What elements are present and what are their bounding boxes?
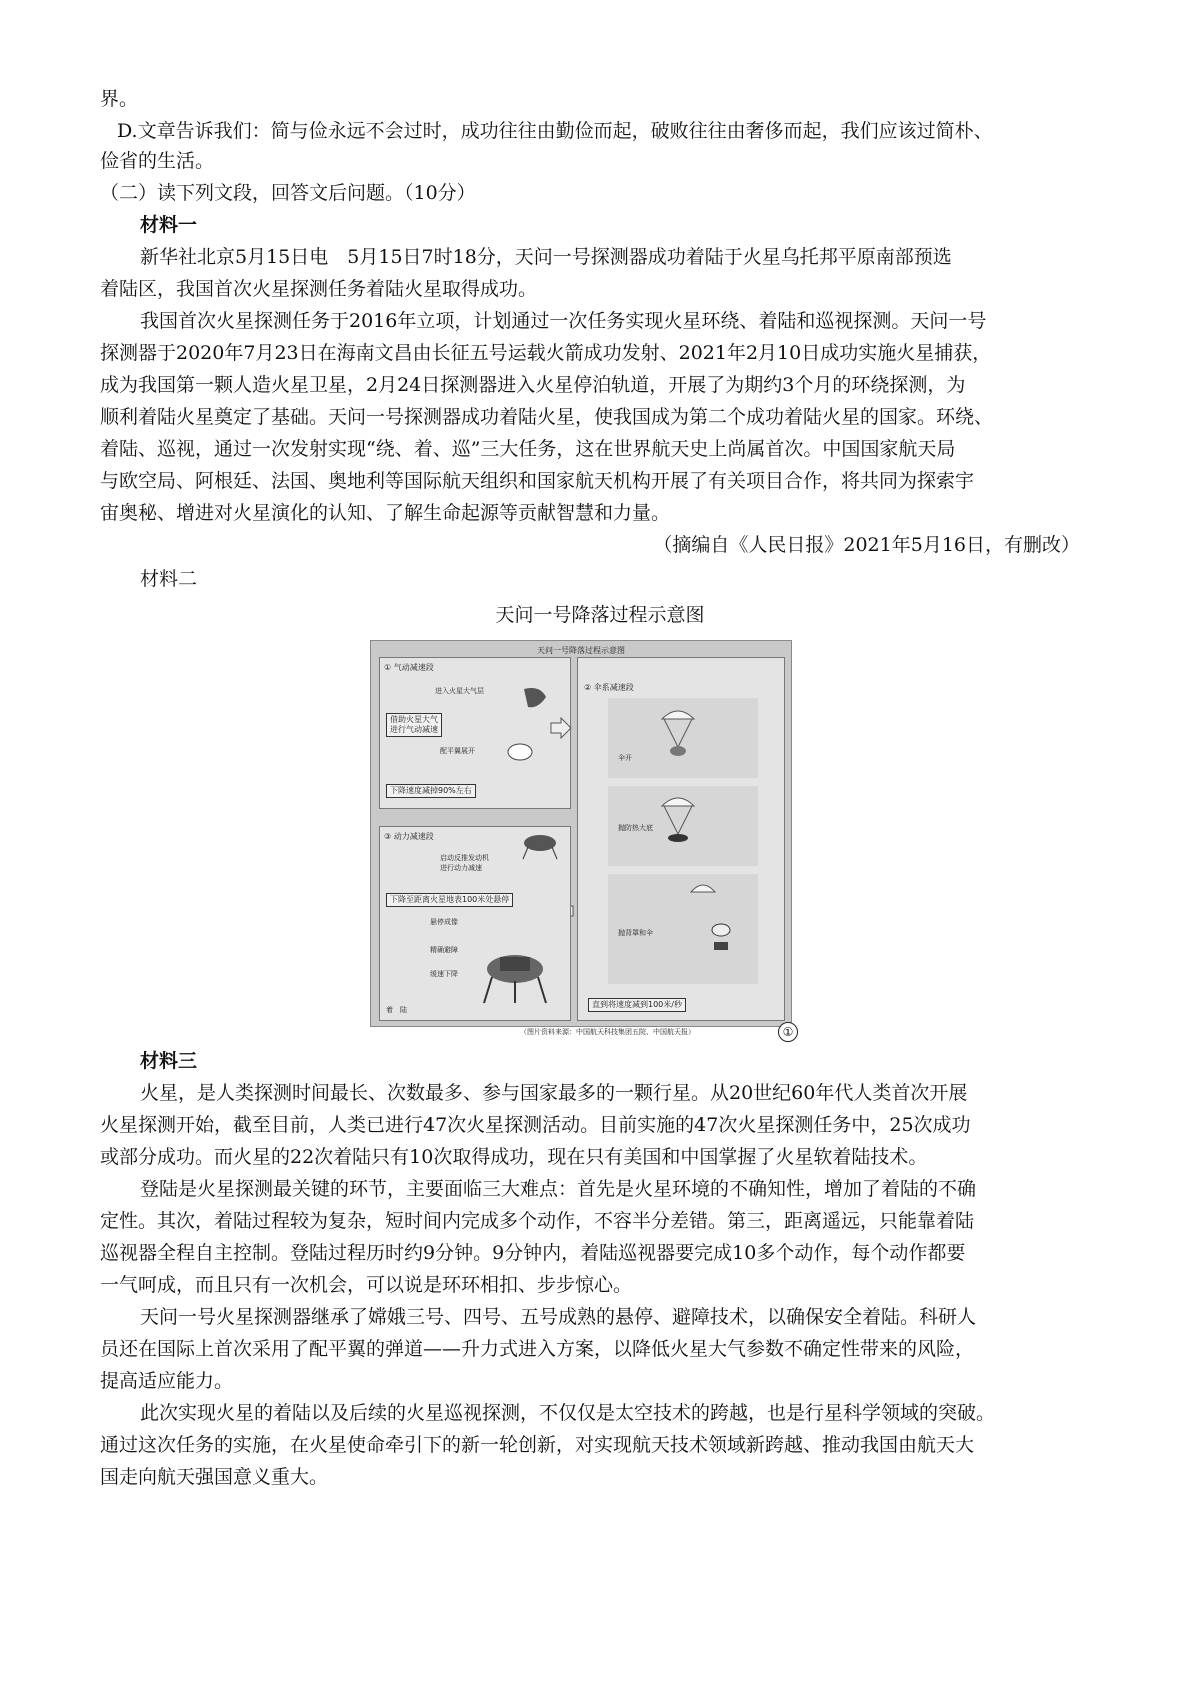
paragraph-line: 或部分成功。而火星的22次着陆只有10次取得成功，现在只有美国和中国掌握了火星软着陆技术。: [100, 1146, 928, 1168]
capsule-icon: [505, 740, 535, 764]
paragraph-line: 定性。其次，着陆过程较为复杂，短时间内完成多个动作，不容半分差错。第三，距离遥远，只能靠着陆: [100, 1210, 975, 1232]
diagram-scan: [370, 640, 792, 1027]
stage-three-label: ③ 动力减速段: [384, 832, 434, 841]
parachute-icon: [658, 790, 698, 850]
lander-icon: [706, 920, 736, 960]
arrow-right-icon: [549, 716, 573, 740]
section-heading: （二）读下列文段，回答文后问题。（10分）: [100, 182, 476, 204]
paragraph-line: 与欧空局、阿根廷、法国、奥地利等国际航天组织和国家航天机构开展了有关项目合作，将共同为探索宇: [100, 470, 975, 492]
paragraph-line: 火星，是人类探测时间最长、次数最多、参与国家最多的一颗行星。从20世纪60年代人类首次开展: [140, 1082, 968, 1104]
paragraph-line: 提高适应能力。: [100, 1370, 234, 1392]
label: 着 陆: [386, 1006, 407, 1014]
label: 配平翼展开: [440, 747, 475, 755]
capsule-icon: [520, 683, 550, 713]
material-three-heading: 材料三: [140, 1050, 198, 1072]
paragraph-line: 顺利着陆火星奠定了基础。天问一号探测器成功着陆火星，使我国成为第二个成功着陆火星的国家。环绕、: [100, 406, 994, 428]
diagram-inner-title: 天问一号降落过程示意图: [537, 646, 625, 655]
label: 进入火星大气层: [435, 687, 484, 695]
descent-diagram: [370, 640, 798, 1040]
material-two-heading: 材料二: [140, 568, 198, 590]
paragraph-line: 宙奥秘、增进对火星演化的认知、了解生命起源等贡献智慧和力量。: [100, 502, 671, 524]
paragraph-line: 登陆是火星探测最关键的环节，主要面临三大难点：首先是火星环境的不确知性，增加了着陆的不确: [140, 1178, 977, 1200]
paragraph-line: 天问一号火星探测器继承了嫦娥三号、四号、五号成熟的悬停、避障技术，以确保安全着陆。科研人: [140, 1306, 977, 1328]
paragraph-line: 员还在国际上首次采用了配平翼的弹道——升力式进入方案，以降低火星大气参数不确定性带来的风险，: [100, 1338, 975, 1360]
info-box: 借助火星大气 进行气动减速: [386, 713, 442, 737]
stage-three-panel: [379, 826, 571, 1021]
parachute-icon: [658, 703, 698, 763]
stage-one-label: ① 气动减速段: [384, 663, 434, 672]
paragraph-line: 巡视器全程自主控制。登陆过程历时约9分钟。9分钟内，着陆巡视器要完成10多个动作，每个动作都要: [100, 1242, 966, 1264]
stage-two-panel: [577, 657, 785, 1021]
image-source: （图片资料来源：中国航天科技集团五院、中国航天报）: [520, 1028, 695, 1036]
option-d: D.文章告诉我们：简与俭永远不会过时，成功往往由勤俭而起，破败往往由奢侈而起，我们应该过简朴、: [117, 120, 993, 142]
lander-icon: [520, 831, 560, 861]
info-box: 下降速度减掉90%左右: [386, 784, 476, 798]
paragraph-line: 探测器于2020年7月23日在海南文昌由长征五号运载火箭成功发射、2021年2月10日成功实施火星捕获，: [100, 342, 992, 364]
paragraph-line: 成为我国第一颗人造火星卫星，2月24日探测器进入火星停泊轨道，开展了为期约3个月的环绕探测，为: [100, 374, 966, 396]
label: 缓速下降: [430, 970, 458, 978]
paragraph-line: 此次实现火星的着陆以及后续的火星巡视探测，不仅仅是太空技术的跨越，也是行星科学领域的突破。: [140, 1402, 996, 1424]
figure-title: 天问一号降落过程示意图: [495, 604, 705, 626]
paragraph-line: 我国首次火星探测任务于2016年立项，计划通过一次任务实现火星环绕、着陆和巡视探测。天问一号: [140, 310, 987, 332]
info-box: 下降至距离火星地表100米处悬停: [386, 893, 513, 907]
info-box: 直到将速度减到100米/秒: [588, 998, 686, 1012]
source-citation: （摘编自《人民日报》2021年5月16日，有删改）: [653, 534, 1080, 556]
lander-icon: [480, 947, 550, 1007]
label: 精确避障: [430, 946, 458, 954]
text-line: 俭省的生活。: [100, 150, 215, 172]
material-one-heading: 材料一: [140, 214, 198, 236]
paragraph-line: 新华社北京5月15日电 5月15日7时18分，天问一号探测器成功着陆于火星乌托邦平原南部预选: [140, 246, 952, 268]
paragraph-line: 着陆、巡视，通过一次发射实现“绕、着、巡”三大任务，这在世界航天史上尚属首次。中国国家航天局: [100, 438, 956, 460]
text-line: 界。: [100, 88, 139, 110]
paragraph-line: 一气呵成，而且只有一次机会，可以说是环环相扣、步步惊心。: [100, 1274, 633, 1296]
label: 启动反推发动机 进行动力减速: [440, 854, 489, 872]
label: 抛背罩和伞: [618, 929, 653, 937]
paragraph-line: 国走向航天强国意义重大。: [100, 1466, 329, 1488]
paragraph-line: 火星探测开始，截至目前，人类已进行47次火星探测活动。目前实施的47次火星探测任务中，25次成功: [100, 1114, 971, 1136]
paragraph-line: 通过这次任务的实施，在火星使命牵引下的新一轮创新，对实现航天技术领域新跨越、推动我国由航天大: [100, 1434, 975, 1456]
stage-two-label: ② 伞系减速段: [584, 683, 634, 692]
question-mark-number: ①: [778, 1022, 798, 1042]
parachute-icon: [688, 878, 718, 908]
paragraph-line: 着陆区，我国首次火星探测任务着陆火星取得成功。: [100, 278, 538, 300]
label: 抛防热大底: [618, 824, 653, 832]
stage-one-panel: [379, 657, 571, 809]
label: 悬停成像: [430, 918, 458, 926]
label: 伞开: [618, 754, 632, 762]
